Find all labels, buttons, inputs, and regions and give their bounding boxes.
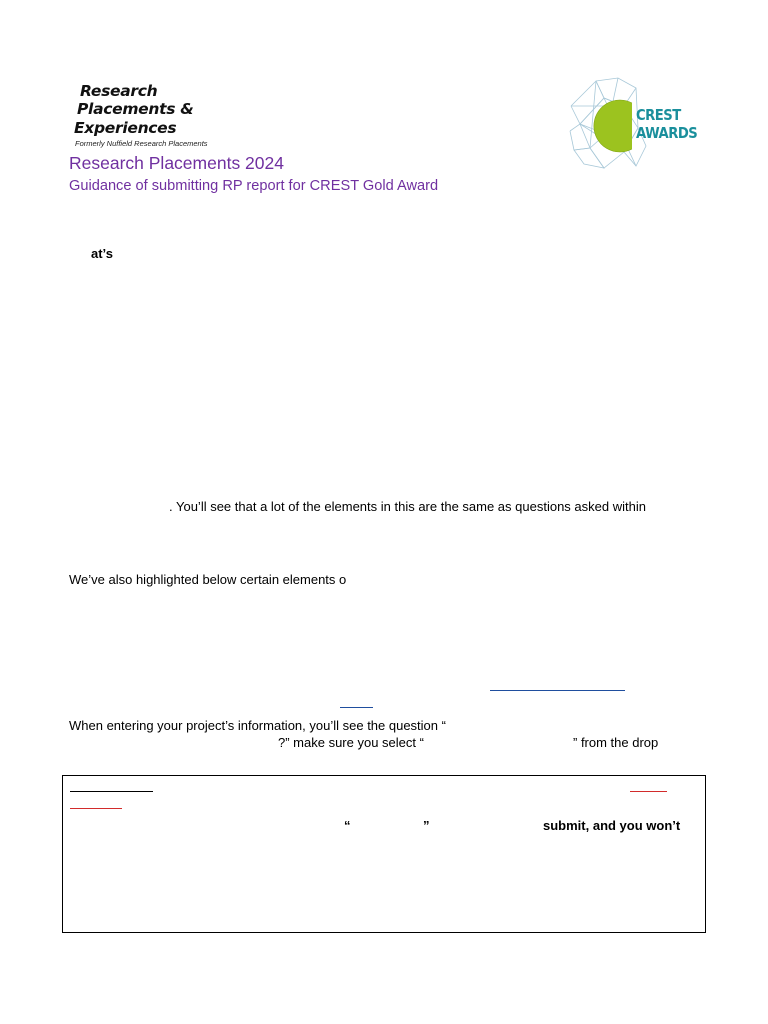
notice-underline-black (70, 791, 153, 792)
hyperlink-underline-2[interactable] (340, 707, 373, 708)
paragraph-1-fragment: . You’ll see that a lot of the elements in this are the same as questions asked within (169, 499, 646, 514)
crest-awards-logo (566, 76, 706, 171)
paragraph-2-fragment: We’ve also highlighted below certain elements o (69, 572, 347, 587)
crest-logo-line-2: AWARDS (636, 124, 698, 142)
rpe-logo (74, 82, 244, 152)
notice-quote-open: “ (344, 818, 351, 833)
notice-underline-red-1 (630, 791, 667, 792)
paragraph-3-line-2-part-a: ?” make sure you select “ (278, 735, 424, 750)
paragraph-3-line-2-part-b: ” from the drop (573, 735, 659, 750)
notice-underline-red-2 (70, 808, 122, 809)
important-notice-box (62, 775, 706, 933)
rpe-logo-line-1: Research (80, 82, 158, 100)
document-title: Research Placements 2024 (69, 153, 284, 173)
notice-bold-fragment: submit, and you won’t (543, 818, 681, 833)
notice-quote-close: ” (423, 818, 430, 833)
document-subtitle: Guidance of submitting RP report for CREST Gold Award (69, 178, 439, 194)
hyperlink-underline-1[interactable] (490, 690, 625, 691)
rpe-logo-line-3: Experiences (74, 119, 177, 137)
crest-logo-line-1: CREST (636, 106, 681, 124)
section-heading-fragment: at’s (91, 246, 113, 261)
rpe-logo-line-2: Placements & (77, 100, 194, 118)
paragraph-3-line-1: When entering your project’s information, you’ll see the question “ (69, 718, 446, 733)
rpe-logo-tagline: Formerly Nuffield Research Placements (75, 139, 208, 148)
